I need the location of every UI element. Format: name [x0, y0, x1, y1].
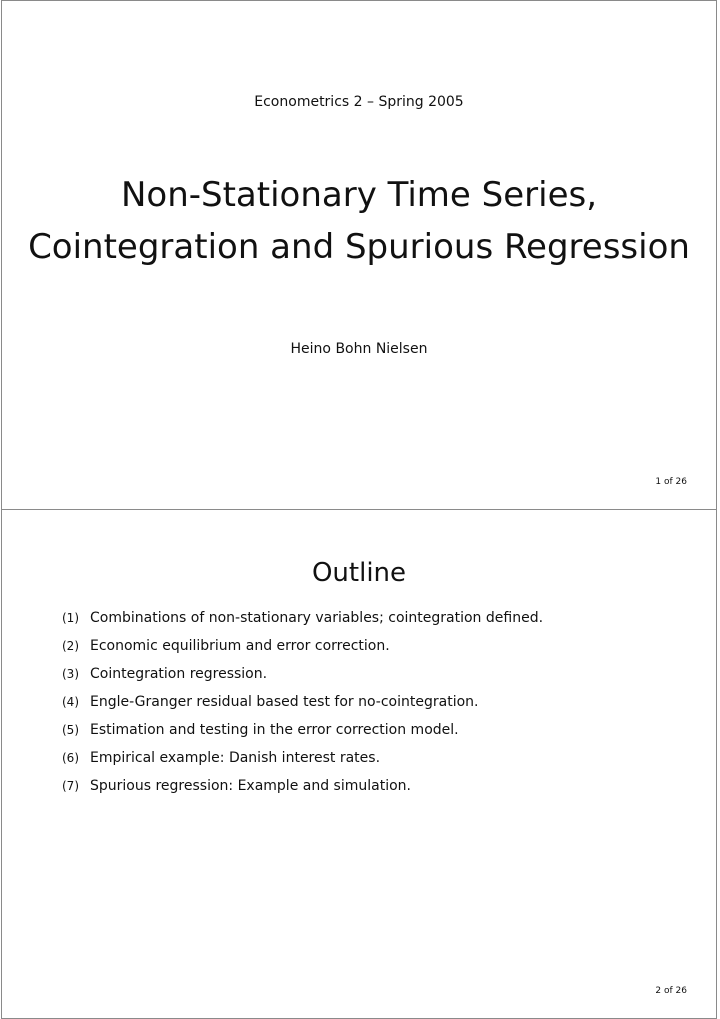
item-text: Estimation and testing in the error correction model.: [90, 722, 459, 738]
outline-list: [62, 610, 543, 806]
item-text: Combinations of non-stationary variables; cointegration defined.: [90, 610, 544, 626]
outline-heading: Outline: [311, 558, 407, 588]
outline-item: [62, 750, 543, 778]
item-number: (2): [62, 639, 79, 653]
title-line-1: Non-Stationary Time Series,: [120, 175, 598, 215]
item-number: (7): [62, 779, 79, 793]
item-text: Spurious regression: Example and simulation.: [90, 778, 411, 794]
outline-item: [62, 666, 543, 694]
page-number: 2 of 26: [655, 986, 687, 996]
title-line-2: Cointegration and Spurious Regression: [28, 227, 690, 267]
outline-slide: [1, 509, 717, 1019]
page-number: 1 of 26: [655, 477, 687, 487]
outline-item: [62, 638, 543, 666]
title-slide: [1, 0, 717, 509]
item-number: (4): [62, 695, 79, 709]
outline-item: [62, 610, 543, 638]
item-text: Engle-Granger residual based test for no-cointegration.: [90, 694, 479, 710]
item-number: (5): [62, 723, 79, 737]
item-number: (6): [62, 751, 79, 765]
outline-item: [62, 778, 543, 806]
item-text: Cointegration regression.: [90, 666, 268, 682]
item-number: (3): [62, 667, 79, 681]
outline-item: [62, 694, 543, 722]
author-name: Heino Bohn Nielsen: [290, 341, 428, 357]
item-text: Empirical example: Danish interest rates.: [90, 750, 381, 766]
item-text: Economic equilibrium and error correction.: [90, 638, 390, 654]
item-number: (1): [62, 611, 79, 625]
outline-item: [62, 722, 543, 750]
course-subtitle: Econometrics 2 – Spring 2005: [254, 94, 464, 110]
